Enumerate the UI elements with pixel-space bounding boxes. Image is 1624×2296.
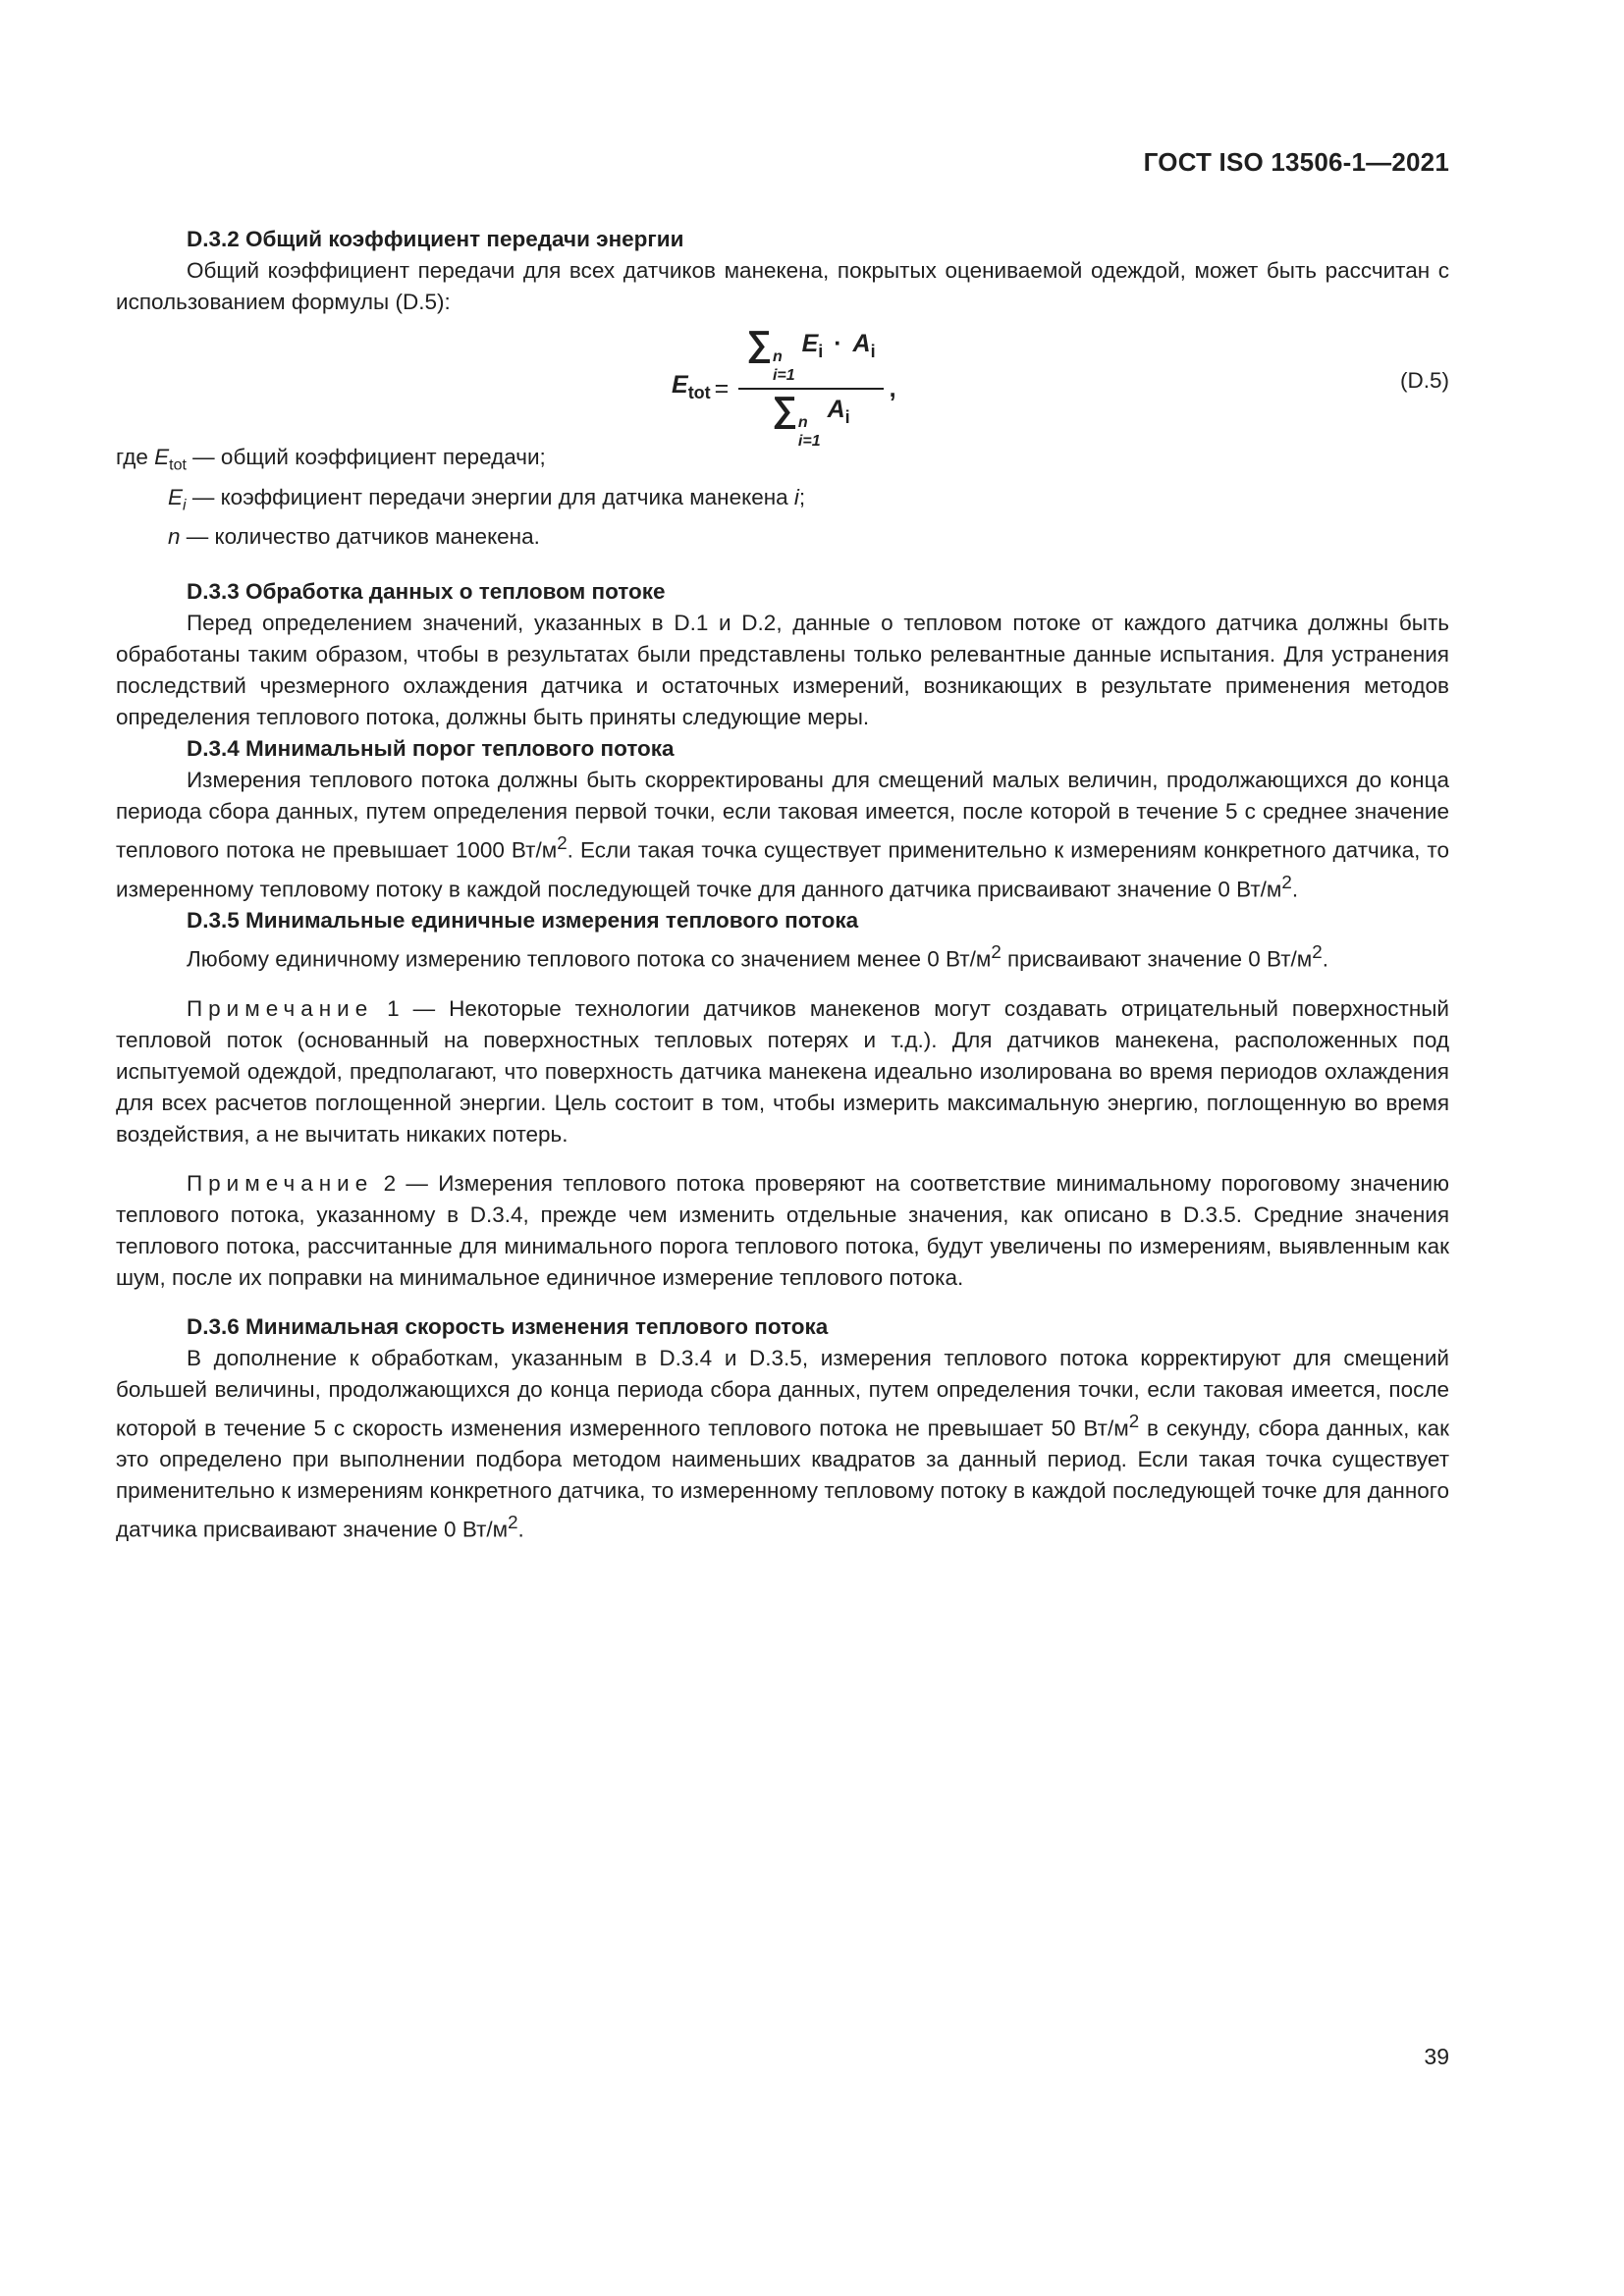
- section-heading-d34: D.3.4 Минимальный порог теплового потока: [187, 736, 675, 761]
- document-code-header: ГОСТ ISO 13506-1—2021: [1143, 147, 1449, 177]
- document-body: [116, 224, 1449, 1546]
- section-text-d33: Перед определением значений, указанных в D.1 и D.2, данные о тепловом потоке от каждого датчика должны быть обработаны таким образом, чтобы в результатах были представлены только релевантные данные испытания. Для устранения последствий чрезмерного охлаждения датчика и остаточных измерений, возникающих в результате применения методов определения теплового потока, должны быть приняты следующие меры.: [116, 611, 1449, 729]
- where-line-1: где $E_{tot}$ — общий коэффициент передачи;: [116, 445, 546, 474]
- where-line-2: $E_i$ — коэффициент передачи энергии для датчика манекена i;: [168, 484, 806, 513]
- sum-symbol-icon: ∑: [746, 323, 772, 363]
- section-text-d35: Любому единичному измерению теплового потока со значением менее 0 $Вт/м^2$ присваивают значение 0 $Вт/м^2$.: [187, 941, 1328, 972]
- where-line-3: n — количество датчиков манекена.: [168, 524, 540, 549]
- page-number: 39: [1424, 2044, 1449, 2069]
- formula-numerator: ∑ n i=1 $E_i \cdot A_i$: [738, 328, 883, 390]
- sum-symbol-icon: ∑: [772, 389, 797, 429]
- formula-denominator: ∑ n i=1 $A_i$: [772, 389, 850, 450]
- note-2: Примечание 2 — Измерения теплового потока проверяют на соответствие минимальному пороговому значению теплового потока, указанному в D.3.4, прежде чем изменить отдельные значения, как описано в D.3.5. Средние значения теплового потока, рассчитанные для минимального порога теплового потока, будут увеличены по измерениям, выявленным как шум, после их поправки на минимальное единичное измерение теплового потока.: [116, 1170, 1449, 1290]
- section-text-d36: В дополнение к обработкам, указанным в D.3.4 и D.3.5, измерения теплового потока корректируют для смещений большей величины, продолжающихся до конца периода сбора данных, путем определения точки, если таковая имеется, после которой в течение 5 с скорость изменения измеренного теплового потока не превышает 50 $Вт/м^2$ в секунду, сбора данных, как это определено при выполнении подбора методом наименьших квадратов за данный период. Если такая точка существует применительно к измерениям конкретного датчика, то измеренному тепловому потоку в каждой последующей точке для данного датчика присваивают значение 0 $Вт/м^2$.: [116, 1345, 1449, 1542]
- section-text-d34: Измерения теплового потока должны быть скорректированы для смещений малых величин, продолжающихся до конца периода сбора данных, путем определения первой точки, если таковая имеется, после которой в течение 5 с среднее значение теплового потока не превышает 1000 $Вт/м^2$. Если такая точка существует применительно к измерениям конкретного датчика, то измеренному тепловому потоку в каждой последующей точке для данного датчика присваивают значение 0 $Вт/м^2$.: [116, 768, 1449, 901]
- section-text-d32: Общий коэффициент передачи для всех датчиков манекена, покрытых оцениваемой одеждой, может быть рассчитан с использованием формулы (D.5):: [116, 258, 1449, 314]
- section-heading-d35: D.3.5 Минимальные единичные измерения теплового потока: [187, 908, 859, 933]
- formula-lhs: $E_{tot}$: [672, 371, 711, 402]
- equation-number: (D.5): [1400, 368, 1449, 393]
- section-heading-d32: D.3.2 Общий коэффициент передачи энергии: [187, 227, 684, 251]
- formula-fraction: [738, 323, 883, 450]
- formula-d5: [116, 323, 1449, 450]
- formula-expression: $E_{tot}$ = ∑ n i=1 $E_i \cdot A_i$ ∑ n i=1 $A_i$ ,: [672, 323, 896, 450]
- note-1: Примечание 1 — Некоторые технологии датчиков манекенов могут создавать отрицательный поверхностный тепловой поток (основанный на поверхностных тепловых потерях и т.д.). Для датчиков манекена, расположенных под испытуемой одеждой, предполагают, что поверхность датчика манекена идеально изолирована во время периодов охлаждения для всех расчетов поглощенной энергии. Цель состоит в том, чтобы измерить максимальную энергию, поглощенную во время воздействия, а не вычитать никаких потерь.: [116, 995, 1449, 1147]
- section-heading-d33: D.3.3 Обработка данных о тепловом потоке: [187, 579, 666, 604]
- section-heading-d36: D.3.6 Минимальная скорость изменения теплового потока: [187, 1313, 829, 1339]
